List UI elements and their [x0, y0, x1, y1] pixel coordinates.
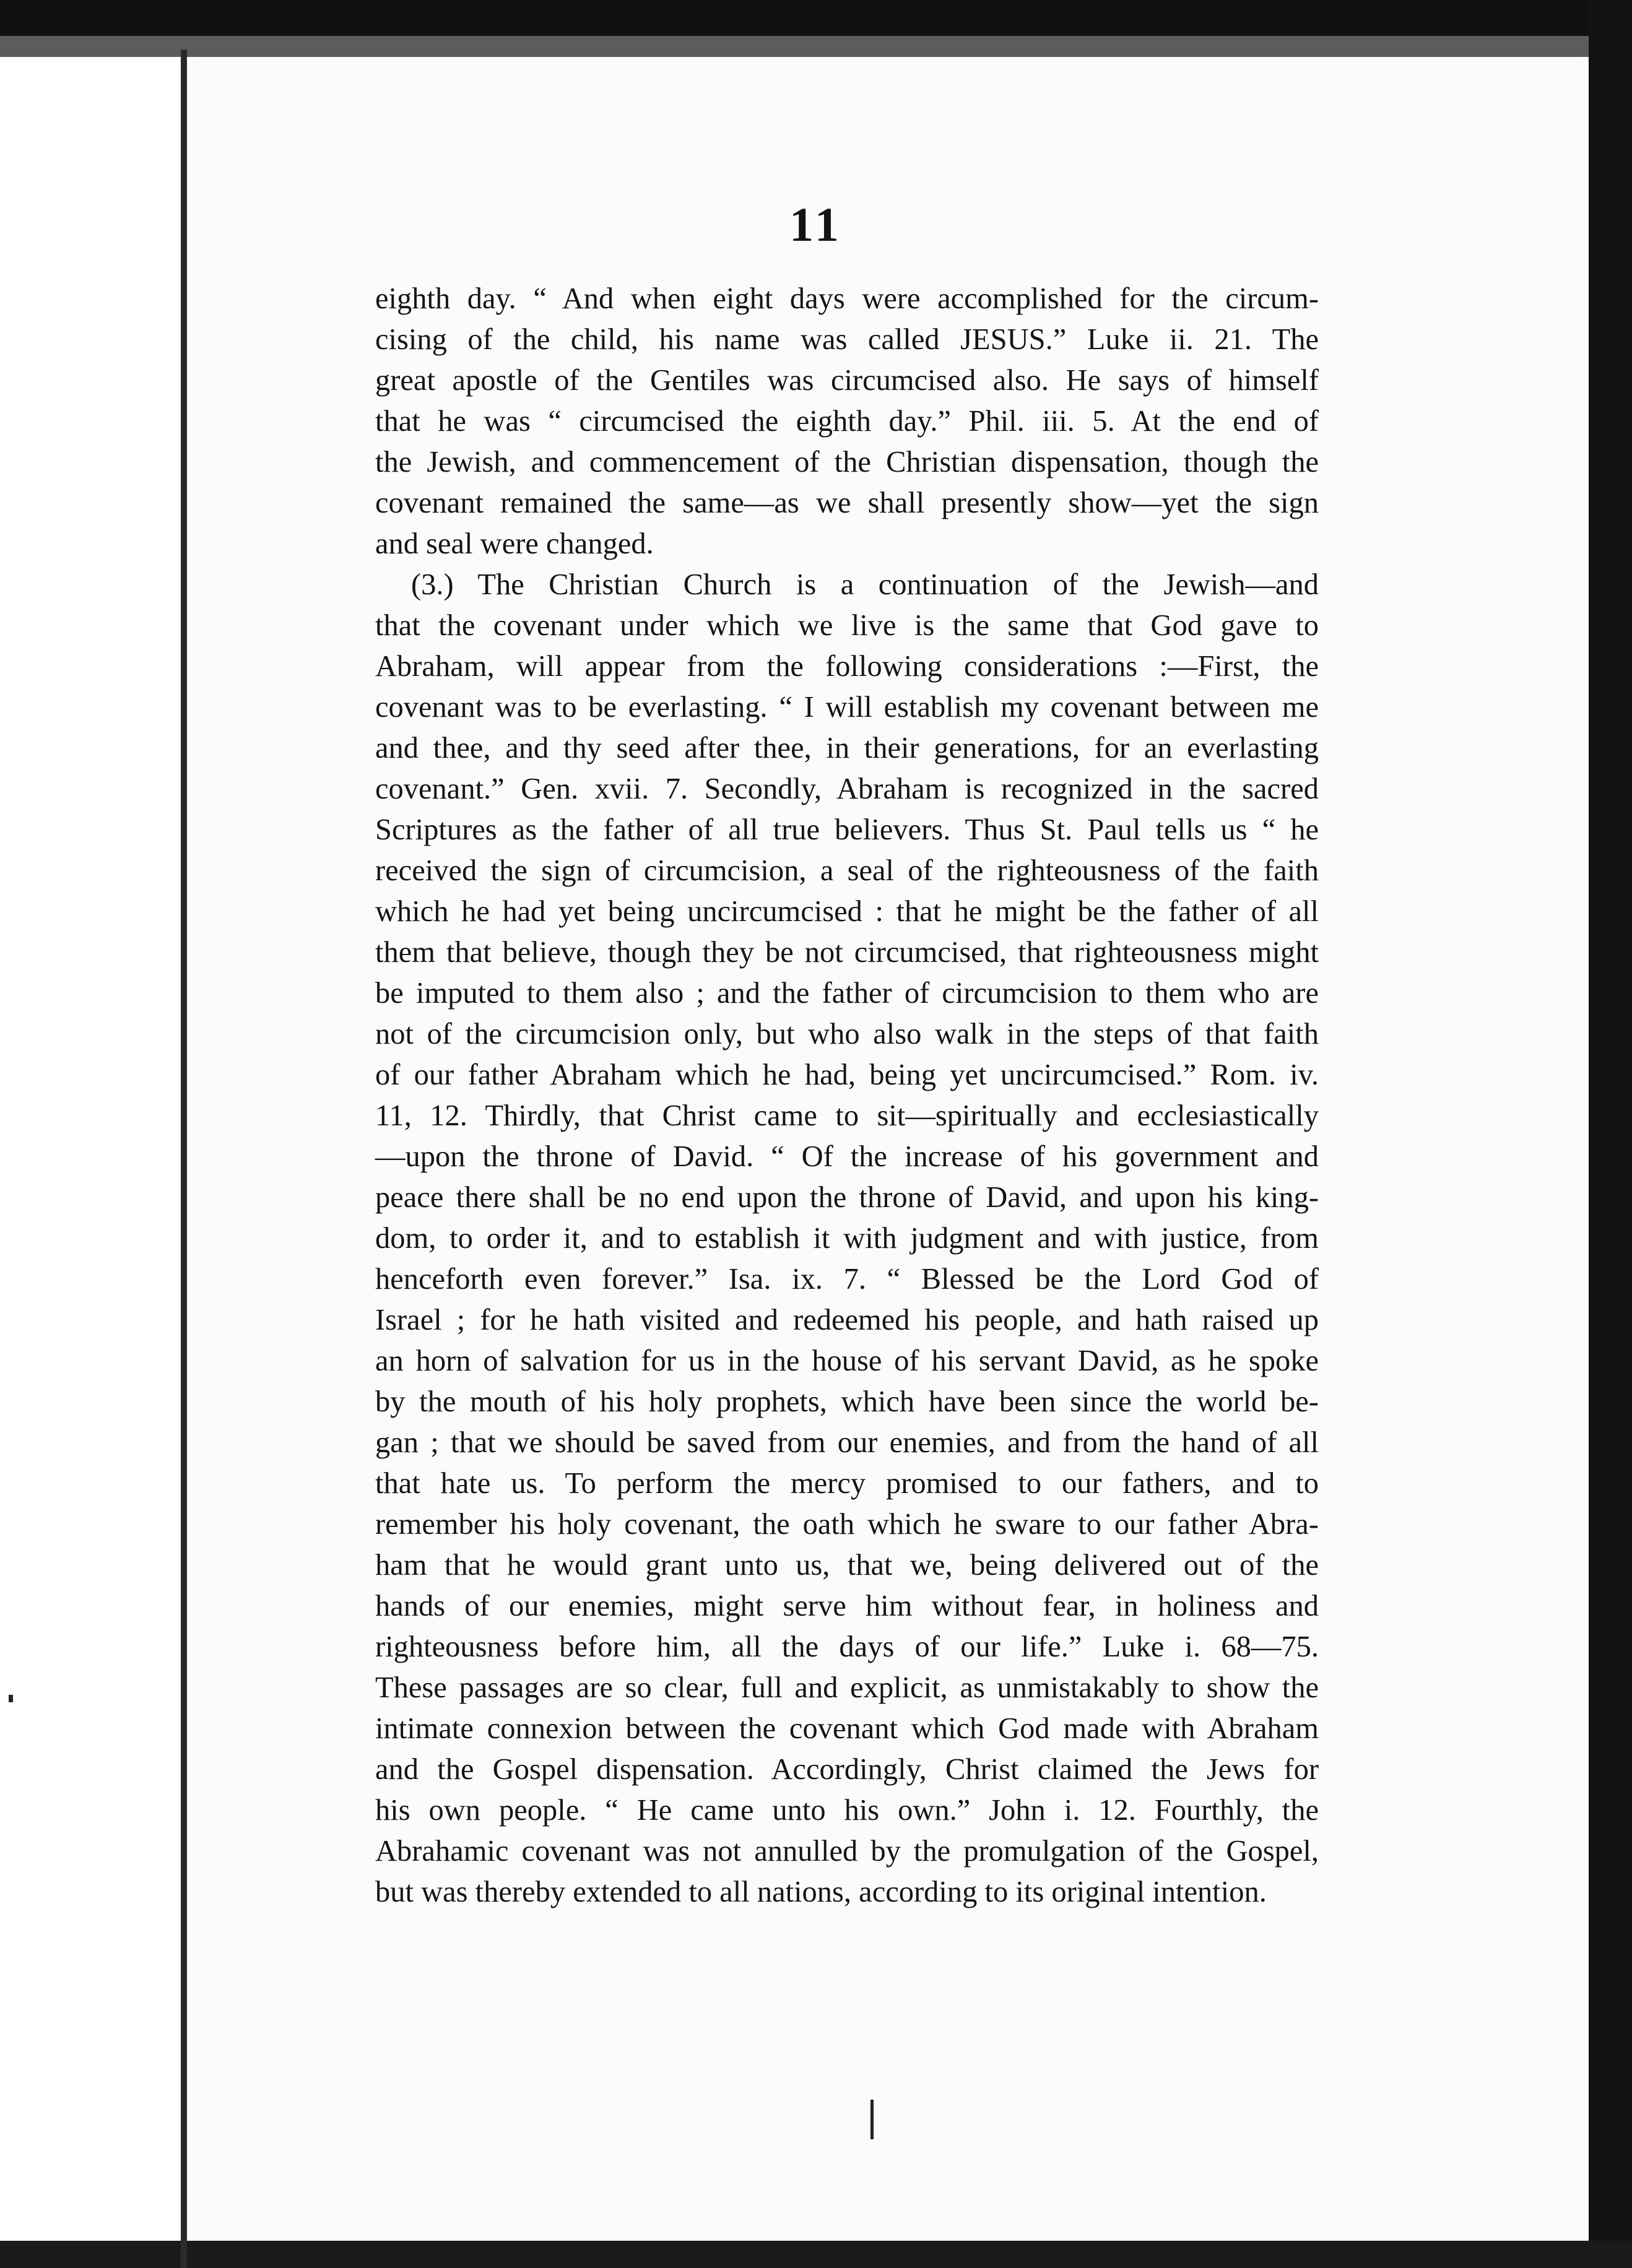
- scan-edge-right: [1589, 0, 1632, 2268]
- text-line: Scriptures as the father of all true believers. Thus St. Paul tells us “ he: [375, 813, 1319, 846]
- text-line: that the covenant under which we live is the same that God gave to: [375, 609, 1319, 642]
- text-line: righteousness before him, all the days of our life.” Luke i. 68—75.: [375, 1630, 1319, 1663]
- text-line: great apostle of the Gentiles was circumcised also. He says of himself: [375, 364, 1319, 397]
- scan-speck: [9, 1695, 13, 1702]
- text-line: covenant was to be everlasting. “ I will establish my covenant between me: [375, 691, 1319, 724]
- text-line: that he was “ circumcised the eighth day.” Phil. iii. 5. At the end of: [375, 405, 1319, 438]
- text-line: 11, 12. Thirdly, that Christ came to sit—spiritually and ecclesiastically: [375, 1099, 1319, 1132]
- text-line: of our father Abraham which he had, being yet uncircumcised.” Rom. iv.: [375, 1058, 1319, 1091]
- text-line: his own people. “ He came unto his own.” John i. 12. Fourthly, the: [375, 1794, 1319, 1827]
- text-line: but was thereby extended to all nations, according to its original intention.: [375, 1876, 1267, 1908]
- scan-edge-bottom: [0, 2241, 1632, 2268]
- text-line: ham that he would grant unto us, that we, being delivered out of the: [375, 1549, 1319, 1582]
- text-line: and thee, and thy seed after thee, in their generations, for an everlasting: [375, 732, 1319, 764]
- text-line: dom, to order it, and to establish it with judgment and with justice, from: [375, 1222, 1319, 1255]
- text-line: an horn of salvation for us in the house of his servant David, as he spoke: [375, 1344, 1319, 1377]
- text-line: be imputed to them also ; and the father of circumcision to them who are: [375, 977, 1319, 1010]
- text-line: covenant.” Gen. xvii. 7. Secondly, Abraham is recognized in the sacred: [375, 773, 1319, 805]
- text-line: and seal were changed.: [375, 527, 654, 560]
- text-line: that hate us. To perform the mercy promised to our fathers, and to: [375, 1467, 1319, 1500]
- text-line: intimate connexion between the covenant which God made with Abraham: [375, 1712, 1319, 1745]
- text-line: received the sign of circumcision, a seal of the righteousness of the faith: [375, 854, 1319, 887]
- text-line: eighth day. “ And when eight days were accomplished for the circum-: [375, 282, 1319, 315]
- text-line: covenant remained the same—as we shall presently show—yet the sign: [375, 487, 1319, 519]
- paragraph-start-line: (3.) The Christian Church is a continuation of the Jewish—and: [411, 568, 1319, 601]
- text-line: them that believe, though they be not circumcised, that righteousness might: [375, 936, 1319, 969]
- text-line: and the Gospel dispensation. Accordingly, Christ claimed the Jews for: [375, 1753, 1319, 1786]
- text-line: which he had yet being uncircumcised : that he might be the father of all: [375, 895, 1319, 928]
- text-line: the Jewish, and commencement of the Christian dispensation, though the: [375, 446, 1319, 478]
- text-line: cising of the child, his name was called JESUS.” Luke ii. 21. The: [375, 323, 1319, 356]
- binding-edge: [181, 50, 187, 2268]
- text-line: Abrahamic covenant was not annulled by the promulgation of the Gospel,: [375, 1835, 1319, 1868]
- text-line: henceforth even forever.” Isa. ix. 7. “ Blessed be the Lord God of: [375, 1263, 1319, 1296]
- text-line: hands of our enemies, might serve him without fear, in holiness and: [375, 1590, 1319, 1622]
- text-line: Israel ; for he hath visited and redeemed his people, and hath raised up: [375, 1304, 1319, 1336]
- text-line: by the mouth of his holy prophets, which have been since the world be-: [375, 1385, 1319, 1418]
- page-number: 11: [789, 197, 843, 251]
- scan-edge-strip: [0, 36, 1632, 57]
- text-line: not of the circumcision only, but who also walk in the steps of that faith: [375, 1018, 1319, 1050]
- text-line: Abraham, will appear from the following considerations :—First, the: [375, 650, 1319, 683]
- text-line: peace there shall be no end upon the throne of David, and upon his king-: [375, 1181, 1319, 1214]
- text-line: These passages are so clear, full and explicit, as unmistakably to show the: [375, 1671, 1319, 1704]
- text-line: remember his holy covenant, the oath which he sware to our father Abra-: [375, 1508, 1319, 1541]
- scan-speck: [870, 2100, 874, 2139]
- body-text: [375, 279, 1319, 1913]
- text-line: —upon the throne of David. “ Of the increase of his government and: [375, 1140, 1319, 1173]
- text-line: gan ; that we should be saved from our enemies, and from the hand of all: [375, 1426, 1319, 1459]
